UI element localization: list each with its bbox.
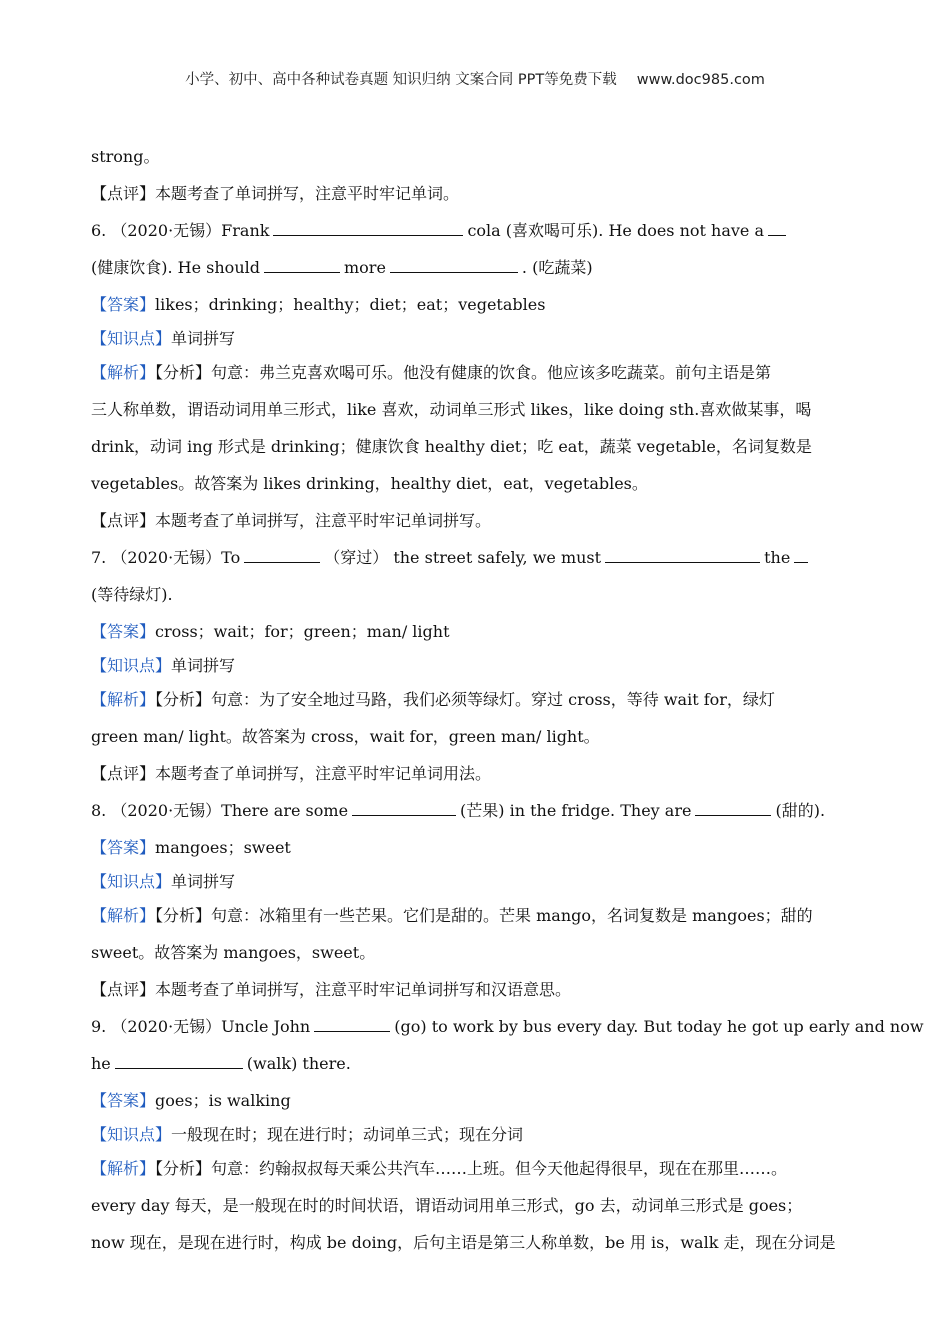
analysis-text: now 现在，是现在进行时，构成 be doing，后句主语是第三人称单数，be 用 is，walk 走，现在分词是 [91,1233,836,1252]
answer-blank [244,547,320,563]
analysis-text: sweet。故答案为 mangoes，sweet。 [91,943,376,962]
knowledge-text: 单词拼写 [171,656,236,675]
answer-text: goes；is walking [155,1091,291,1110]
analysis-line [91,725,866,762]
analysis-text: 【分析】句意：为了安全地过马路，我们必须等绿灯。穿过 cross，等待 wait for，绿灯 [155,690,775,709]
analysis-line [91,435,866,472]
question-text: （穿过） the street safely, we must [324,548,602,567]
analysis-text: 三人称单数，谓语动词用单三形式，like 喜欢，动词单三形式 likes，like doing sth.喜欢做某事，喝 [91,400,812,419]
analysis-line [91,904,866,941]
analysis-text: green man/ light。故答案为 cross，wait for，green man/ light。 [91,727,600,746]
analysis-line [91,1157,866,1194]
question-8 [91,799,866,836]
analysis-text: 【分析】句意：约翰叔叔每天乘公共汽车……上班。但今天他起得很早，现在在那里……。 [155,1159,788,1178]
header-url[interactable]: www.doc985.com [636,72,765,88]
question-text: 8. （2020·无锡）There are some [91,801,349,820]
answer-blank [794,547,808,563]
answer-blank [605,547,760,563]
knowledge-text: 单词拼写 [171,329,236,348]
answer-tag: 【答案】 [91,838,156,857]
comment-line [91,762,866,799]
comment-text: 本题考查了单词拼写，注意平时牢记单词。 [155,184,460,203]
analysis-line [91,361,866,398]
analysis-tag: 【解析】 [91,363,156,382]
analysis-text: 【分析】句意：弗兰克喜欢喝可乐。他没有健康的饮食。他应该多吃蔬菜。前句主语是第 [155,363,772,382]
question-7-cont [91,583,866,620]
question-text: (walk) there. [246,1054,351,1073]
question-text: (甜的). [775,801,826,820]
line-text: strong。 [91,147,160,166]
question-7 [91,546,866,583]
knowledge-line [91,654,866,688]
question-text: (等待绿灯). [91,585,173,604]
question-text: (go) to work by bus every day. But today he got up early and now [394,1017,924,1036]
analysis-tag: 【解析】 [91,906,156,925]
comment-text: 【点评】本题考查了单词拼写，注意平时牢记单词用法。 [91,764,492,783]
answer-tag: 【答案】 [91,622,156,641]
comment-text: 【点评】本题考查了单词拼写，注意平时牢记单词拼写。 [91,511,492,530]
analysis-tag: 【解析】 [91,1159,156,1178]
knowledge-text: 一般现在时；现在进行时；动词单三式；现在分词 [171,1125,524,1144]
knowledge-text: 单词拼写 [171,872,236,891]
question-6 [91,219,866,256]
comment-line [91,978,866,1015]
comment-text: 【点评】本题考查了单词拼写，注意平时牢记单词拼写和汉语意思。 [91,980,572,999]
question-9-cont [91,1052,866,1089]
analysis-line [91,472,866,509]
answer-tag: 【答案】 [91,1091,156,1110]
question-text: (芒果) in the fridge. They are [460,801,692,820]
answer-line [91,836,866,870]
answer-text: likes；drinking；healthy；diet；eat；vegetables [155,295,546,314]
question-text: (健康饮食). He should [91,258,260,277]
analysis-text: vegetables。故答案为 likes drinking，healthy diet，eat，vegetables。 [91,474,648,493]
analysis-line [91,398,866,435]
analysis-line [91,941,866,978]
knowledge-tag: 【知识点】 [91,1125,172,1144]
text-line [91,145,866,182]
answer-blank [314,1016,390,1032]
question-text: he [91,1054,111,1073]
knowledge-tag: 【知识点】 [91,329,172,348]
answer-blank [264,257,340,273]
question-text: cola (喜欢喝可乐). He does not have a [467,221,765,240]
comment-line [91,182,866,219]
knowledge-tag: 【知识点】 [91,872,172,891]
question-text: 9. （2020·无锡）Uncle John [91,1017,311,1036]
answer-line [91,620,866,654]
question-text: the [764,548,791,567]
knowledge-tag: 【知识点】 [91,656,172,675]
document-content [91,145,924,1268]
knowledge-line [91,327,866,361]
answer-blank [768,220,786,236]
question-6-cont [91,256,866,293]
question-text: more [343,258,386,277]
answer-line [91,1089,866,1123]
analysis-line [91,1231,866,1268]
knowledge-line [91,1123,866,1157]
answer-text: cross；wait；for；green；man/ light [155,622,450,641]
question-text: 7. （2020·无锡）To [91,548,241,567]
analysis-text: every day 每天，是一般现在时的时间状语，谓语动词用单三形式，go 去，动词单三形式是 goes； [91,1196,803,1215]
analysis-line [91,688,866,725]
comment-tag: 【点评】 [91,184,156,203]
comment-line [91,509,866,546]
analysis-text: 【分析】句意：冰箱里有一些芒果。它们是甜的。芒果 mango，名词复数是 mangoes；甜的 [155,906,813,925]
knowledge-line [91,870,866,904]
question-9 [91,1015,924,1052]
answer-blank [695,800,771,816]
answer-blank [115,1053,243,1069]
answer-line [91,293,866,327]
header-text: 小学、初中、高中各种试卷真题 知识归纳 文案合同 PPT等免费下载 [185,72,617,88]
page-header [0,68,950,89]
analysis-line [91,1194,866,1231]
analysis-text: drink，动词 ing 形式是 drinking；健康饮食 healthy diet；吃 eat，蔬菜 vegetable，名词复数是 [91,437,812,456]
question-text: 6. （2020·无锡）Frank [91,221,270,240]
answer-text: mangoes；sweet [155,838,291,857]
answer-blank [273,220,463,236]
question-text: . (吃蔬菜) [521,258,593,277]
answer-blank [390,257,518,273]
answer-blank [352,800,456,816]
analysis-tag: 【解析】 [91,690,156,709]
answer-tag: 【答案】 [91,295,156,314]
